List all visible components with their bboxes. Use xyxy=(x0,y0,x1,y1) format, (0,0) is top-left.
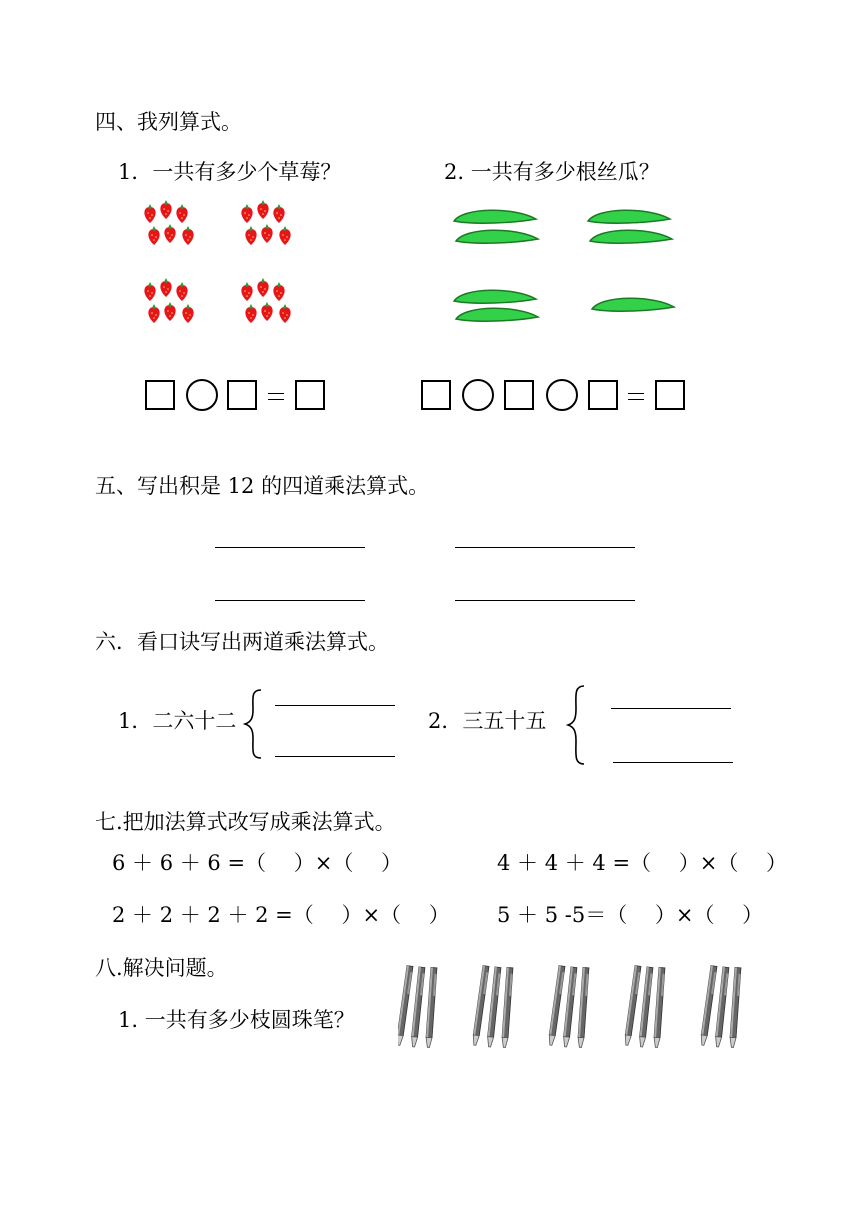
section4-question-2: 2. 一共有多少根丝瓜？ xyxy=(444,160,660,184)
section7-title: 七.把加法算式改写成乘法算式。 xyxy=(95,810,396,834)
section8-title: 八.解决问题。 xyxy=(95,956,228,980)
answer-box[interactable] xyxy=(588,380,618,410)
equals-sign xyxy=(628,393,644,400)
answer-box[interactable] xyxy=(655,380,685,410)
left-brace-icon xyxy=(243,688,265,760)
answer-box[interactable] xyxy=(227,380,257,410)
answer-line[interactable] xyxy=(613,762,733,763)
answer-box[interactable] xyxy=(421,380,451,410)
loofah-icon xyxy=(452,205,684,340)
answer-box[interactable] xyxy=(295,380,325,410)
section8-question-1: 1. 一共有多少枝圆珠笔？ xyxy=(118,1008,355,1032)
left-brace-icon xyxy=(566,684,588,766)
section6-title: 六．看口诀写出两道乘法算式。 xyxy=(95,630,389,654)
section6-item-1: 1．二六十二 xyxy=(118,709,237,733)
addition-row: 2 ＋ 2 ＋ 2 ＋ 2 =（ ）×（ ） xyxy=(112,903,450,927)
answer-box[interactable] xyxy=(145,380,175,410)
answer-line[interactable] xyxy=(215,600,365,601)
answer-line[interactable] xyxy=(455,547,635,548)
answer-line[interactable] xyxy=(275,705,395,706)
answer-line[interactable] xyxy=(611,708,731,709)
strawberry-icon xyxy=(130,195,320,335)
equals-sign xyxy=(268,393,284,400)
operator-circle[interactable] xyxy=(462,379,494,411)
section4-question-1: 1．一共有多少个草莓？ xyxy=(118,160,342,184)
section5-title: 五、写出积是 12 的四道乘法算式。 xyxy=(95,474,430,498)
ballpoint-pen-icon xyxy=(398,962,768,1058)
addition-row: 5 ＋ 5 -5＝（ ）×（ ） xyxy=(497,903,764,927)
addition-row: 4 ＋ 4 ＋ 4 =（ ）×（ ） xyxy=(497,851,788,875)
answer-line[interactable] xyxy=(455,600,635,601)
operator-circle[interactable] xyxy=(186,379,218,411)
operator-circle[interactable] xyxy=(546,379,578,411)
section6-item-2: 2．三五十五 xyxy=(428,709,547,733)
addition-row: 6 ＋ 6 ＋ 6 =（ ）×（ ） xyxy=(112,851,403,875)
answer-box[interactable] xyxy=(504,380,534,410)
answer-line[interactable] xyxy=(215,547,365,548)
answer-line[interactable] xyxy=(275,756,395,757)
section4-title: 四、我列算式。 xyxy=(95,110,242,134)
